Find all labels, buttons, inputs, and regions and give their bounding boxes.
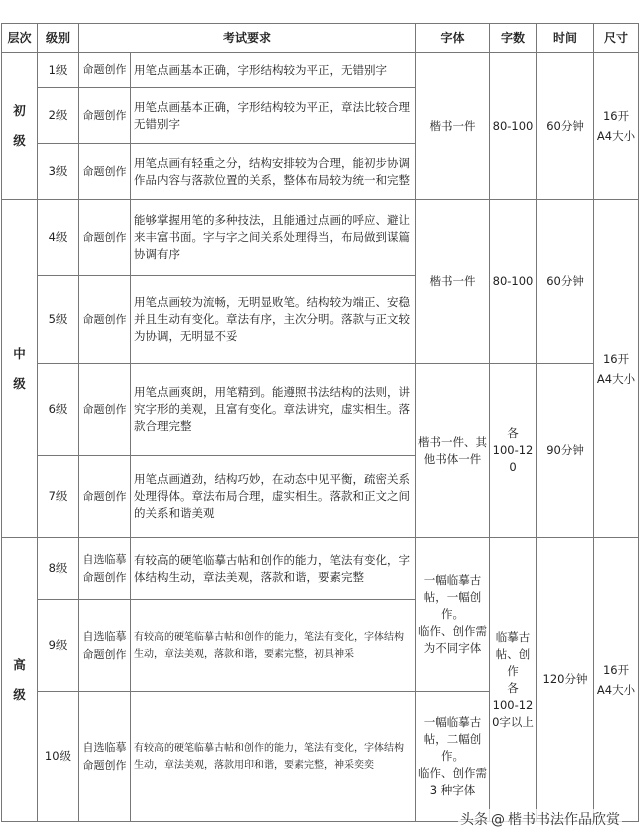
font-line: 帖，二幅创 (423, 732, 482, 746)
count-cell (490, 538, 537, 822)
table-row (2, 364, 639, 456)
count-line: 各 (507, 426, 519, 440)
exam-type-cell: 命题创作 (79, 88, 131, 144)
time-cell: 90分钟 (537, 364, 594, 538)
count-cell: 80-100 (490, 200, 537, 364)
level-cell: 9级 (38, 600, 79, 692)
header-count: 字数 (490, 24, 537, 53)
exam-requirements-table (1, 23, 639, 822)
count-line: 100-12 (492, 697, 534, 712)
size-cell (594, 53, 639, 200)
font-cell: 楷书一件 (416, 53, 490, 200)
level-cell: 1级 (38, 53, 79, 88)
font-line: 为不同字体 (423, 641, 482, 655)
count-cell (490, 364, 537, 538)
font-cell (416, 538, 490, 692)
size-top: 16开 (602, 351, 630, 366)
font-line: 一幅临摹古 (423, 573, 482, 587)
count-line: 帖、创作 (495, 646, 531, 678)
exam-type-cell: 命题创作 (79, 456, 131, 538)
size-bottom: A4大小 (596, 129, 636, 143)
size-bottom: A4大小 (596, 682, 636, 697)
header-row (2, 24, 639, 53)
header-size: 尺寸 (594, 24, 639, 53)
font-line: 作。 (441, 749, 465, 763)
header-level: 级别 (38, 24, 79, 53)
header-requirement: 考试要求 (79, 24, 416, 53)
exam-type-cell: 命题创作 (79, 276, 131, 364)
size-cell (594, 538, 639, 822)
watermark-at: @ (491, 812, 505, 828)
size-cell (594, 200, 639, 538)
stage-char: 中级 (13, 345, 26, 391)
time-cell: 60分钟 (537, 200, 594, 364)
level-cell: 2级 (38, 88, 79, 144)
font-cell (416, 692, 490, 822)
requirement-cell: 用笔点画遒劲，结构巧妙，在动态中见平衡，疏密关系处理得体。章法布局合理，虚实相生。落款和正文之间的关系和谐美观 (131, 456, 416, 538)
count-line: 0字以上 (492, 714, 534, 729)
size-top: 16开 (602, 662, 630, 677)
exam-type-cell: 自选临摹命题创作 (79, 692, 131, 822)
table-row (2, 53, 639, 88)
font-line: 帖，一幅创 (423, 590, 482, 604)
table-row (2, 538, 639, 600)
watermark (458, 809, 622, 829)
font-cell: 楷书一件、其他书体一件 (416, 364, 490, 538)
watermark-author: 楷书书法作品欣赏 (508, 812, 620, 828)
level-cell: 5级 (38, 276, 79, 364)
size-top: 16开 (602, 109, 630, 123)
exam-type-cell: 命题创作 (79, 364, 131, 456)
level-cell: 10级 (38, 692, 79, 822)
exam-type-cell: 命题创作 (79, 200, 131, 276)
requirement-cell: 用笔点画爽朗，用笔精到。能遵照书法结构的法则，讲究字形的美观，且富有变化。章法讲究，虚实相生。落款合理完整 (131, 364, 416, 456)
exam-type-cell: 自选临摹命题创作 (79, 538, 131, 600)
stage-char: 高级 (13, 656, 26, 702)
size-bottom: A4大小 (596, 371, 636, 386)
stage-char: 初级 (13, 103, 26, 148)
watermark-source: 头条 (460, 812, 488, 828)
count-line: 临摹古 (495, 629, 531, 644)
stage-advanced (2, 538, 38, 822)
time-cell: 60分钟 (537, 53, 594, 200)
requirement-cell: 用笔点画有轻重之分，结构安排较为合理，能初步协调作品内容与落款位置的关系，整体布局较为统一和完整 (131, 144, 416, 200)
level-cell: 8级 (38, 538, 79, 600)
stage-intermediate (2, 200, 38, 538)
count-line: 100-12 (492, 443, 534, 457)
level-cell: 4级 (38, 200, 79, 276)
font-line: 一幅临摹古 (423, 715, 482, 729)
requirement-cell: 有较高的硬笔临摹古帖和创作的能力，笔法有变化，字体结构生动，章法美观，落款和谐，要素完整 (131, 538, 416, 600)
exam-type-cell: 命题创作 (79, 144, 131, 200)
font-cell: 楷书一件 (416, 200, 490, 364)
count-cell: 80-100 (490, 53, 537, 200)
count-line: 各 (507, 680, 519, 695)
requirement-cell: 有较高的硬笔临摹古帖和创作的能力，笔法有变化，字体结构生动，章法美观，落款用印和谐，要素完整，神采奕奕 (131, 692, 416, 822)
requirement-cell: 能够掌握用笔的多种技法，且能通过点画的呼应、避让来丰富书面。字与字之间关系处理得当，布局做到谋篇协调有序 (131, 200, 416, 276)
level-cell: 6级 (38, 364, 79, 456)
time-cell: 120分钟 (537, 538, 594, 822)
exam-type-cell: 自选临摹命题创作 (79, 600, 131, 692)
font-line: 3 种字体 (429, 783, 476, 797)
font-line: 临作、创作需 (418, 624, 488, 638)
requirement-cell: 用笔点画较为流畅，无明显败笔。结构较为端正、安稳并且生动有变化。章法有序，主次分明。落款与正文较为协调，无明显不妥 (131, 276, 416, 364)
font-line: 作。 (441, 607, 465, 621)
level-cell: 7级 (38, 456, 79, 538)
level-cell: 3级 (38, 144, 79, 200)
count-line: 0 (509, 460, 517, 474)
exam-type-cell: 命题创作 (79, 53, 131, 88)
table-row (2, 200, 639, 276)
header-time: 时间 (537, 24, 594, 53)
requirement-cell: 用笔点画基本正确，字形结构较为平正，无错别字 (131, 53, 416, 88)
requirement-cell: 有较高的硬笔临摹古帖和创作的能力，笔法有变化，字体结构生动，章法美观，落款和谐，要素完整，初具神采 (131, 600, 416, 692)
font-line: 临作、创作需 (418, 766, 488, 780)
header-stage: 层次 (2, 24, 38, 53)
stage-elementary (2, 53, 38, 200)
requirement-cell: 用笔点画基本正确，字形结构较为平正，章法比较合理无错别字 (131, 88, 416, 144)
header-font: 字体 (416, 24, 490, 53)
